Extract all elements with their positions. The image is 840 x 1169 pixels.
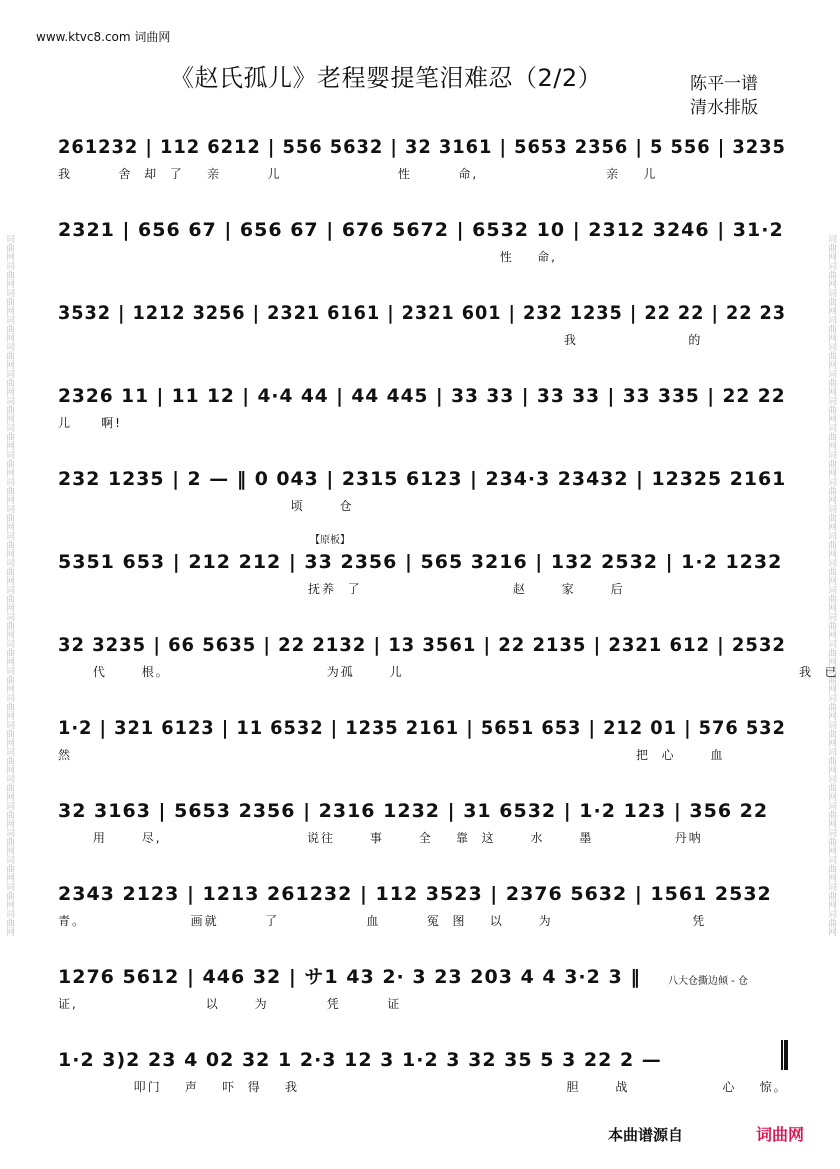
score-row [58,379,788,433]
final-barline [781,1040,788,1070]
score-row [58,462,788,516]
score-row [58,213,788,267]
layout-credit: 清水排版 [690,98,758,118]
notes-text: 32 3163 | 5653 2356 | 2316 1232 | 31 6532 | 1·2 123 | 356 22 [58,800,769,822]
jianpu-notes [58,545,788,579]
score-row [58,711,788,765]
jianpu-notes [58,711,788,745]
notes-text: 1·2 | 321 6123 | 11 6532 | 1235 2161 | 5651 653 | 212 01 | 576 532 [58,717,786,739]
score-row [58,1043,788,1097]
notes-text: 232 1235 | 2 — ‖ 0 043 | 2315 6123 | 234·3 23432 | 12325 2161 [58,468,787,490]
jianpu-notes [58,379,788,413]
lyrics-line: 顷 仓 [58,499,354,513]
left-watermark-strip [2,0,16,1169]
notes-text: 2343 2123 | 1213 261232 | 112 3523 | 2376 5632 | 1561 2532 [58,883,772,905]
notes-text: 1276 5612 | 446 32 | サ1 43 2· 3 23 203 4 4 3·2 3 ‖ [58,966,641,988]
score-row [58,960,788,1014]
notes-text: 3532 | 1212 3256 | 2321 6161 | 2321 601 | 232 1235 | 22 22 | 22 23 [58,302,786,324]
jianpu-notes [58,130,788,164]
lyrics-line: 叩门 声 吓 得 我 胆 战 心 惊。 [58,1080,788,1094]
jianpu-notes [58,213,788,247]
score-row [58,877,788,931]
site-url[interactable]: www.ktvc8.com 词曲网 [36,30,171,44]
jianpu-notes [58,1043,788,1077]
notes-text: 5351 653 | 212 212 | 33 2356 | 565 3216 | 132 2532 | 1·2 1232 [58,551,783,573]
lyrics-line: 用 尽, 说往 事 全 靠 这 水 墨 丹呐 [58,831,703,845]
score-title: 《赵氏孤儿》老程婴提笔泪难忍（2/2） [170,64,603,92]
lyrics-line: 青。 画就 了 血 冤 图 以 为 凭 [58,914,707,928]
jianpu-notes [58,462,788,496]
score-row [58,535,788,599]
notes-text: 1·2 3)2 23 4 02 32 1 2·3 12 3 1·2 3 32 35 5 3 22 2 — [58,1049,662,1071]
lyrics-line: 证, 以 为 凭 证 [58,997,402,1011]
watermark-text: 词曲网词曲网词曲网词曲网词曲网词曲网词曲网词曲网词曲网词曲网词曲网词曲网词曲网词曲网词曲网词曲网词曲网词曲网词曲网词曲网词曲网词曲网词曲网词曲网词曲网词曲网 [826,233,836,936]
watermark-text: 词曲网词曲网词曲网词曲网词曲网词曲网词曲网词曲网词曲网词曲网词曲网词曲网词曲网词曲网词曲网词曲网词曲网词曲网词曲网词曲网词曲网词曲网词曲网词曲网词曲网词曲网 [4,233,14,936]
lyrics-line: 我 的 [58,333,703,347]
lyrics-line: 代 根。 为孤 儿 我 已 [58,665,839,679]
score-row [58,296,788,350]
score-row [58,628,839,682]
lyrics-line: 性 命, [58,250,557,264]
lyrics-line: 然 把 心 血 [58,748,725,762]
notes-text: 261232 | 112 6212 | 556 5632 | 32 3161 | 5653 2356 | 5 556 | 3235 [58,136,786,158]
footer-source: 本曲谱源自 [608,1126,684,1144]
notation-credit: 陈平一谱 [690,74,758,94]
notes-text: 2321 | 656 67 | 656 67 | 676 5672 | 6532 10 | 2312 3246 | 31·2 [58,219,784,241]
jianpu-notes [58,794,788,828]
lyrics-line: 儿 啊! [58,416,122,430]
performance-mark: 【原板】 [310,535,350,546]
lyrics-line: 我 舍 却 了 亲 儿 性 命, 亲 儿 [58,167,658,181]
score-row [58,130,788,184]
lyrics-line: 抚养 了 赵 家 后 [58,582,625,596]
score-row [58,794,788,848]
notes-text: 32 3235 | 66 5635 | 22 2132 | 13 3561 | 22 2135 | 2321 612 | 2532 [58,634,786,656]
jianpu-notes [58,296,788,330]
footer-logo[interactable]: 词曲网 [756,1125,805,1144]
right-watermark-strip [824,0,838,1169]
notes-text: 2326 11 | 11 12 | 4·4 44 | 44 445 | 33 33 | 33 33 | 33 335 | 22 22 [58,385,786,407]
performance-mark: 八大仓撕边倾 - 仓 [668,976,748,987]
credits [690,72,758,120]
jianpu-notes [58,877,788,911]
jianpu-notes [58,628,788,662]
